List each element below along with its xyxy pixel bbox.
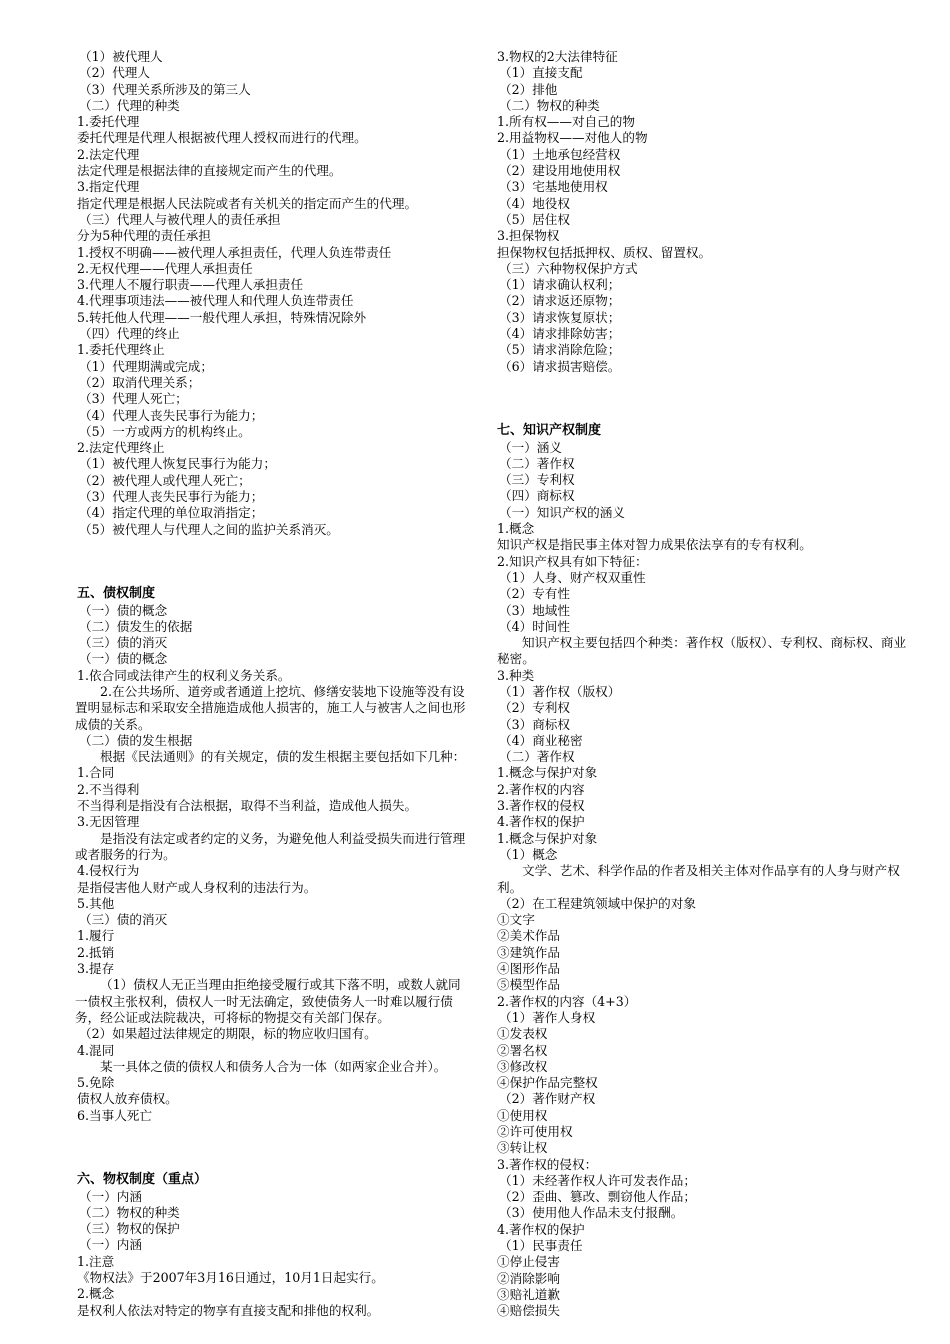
text-line: （4）地役权 bbox=[499, 195, 570, 211]
text-line: ①停止侵害 bbox=[497, 1254, 560, 1270]
text-line: （2）如果超过法律规定的期限，标的物应收归国有。 bbox=[79, 1026, 377, 1042]
text-line: （三）物权的保护 bbox=[79, 1221, 180, 1237]
text-line: ②署名权 bbox=[497, 1042, 548, 1058]
text-line: 某一具体之债的债权人和债务人合为一体（如两家企业合并）。 bbox=[100, 1058, 447, 1074]
text-line: （二）物权的种类 bbox=[79, 1204, 180, 1220]
text-line: 1.依合同或法律产生的权利义务关系。 bbox=[77, 667, 291, 683]
text-line: （一）内涵 bbox=[79, 1237, 142, 1253]
text-line: 3.提存 bbox=[77, 961, 115, 977]
text-line: 4.代理事项违法——被代理人和代理人负连带责任 bbox=[77, 293, 354, 309]
text-line: ④图形作品 bbox=[497, 961, 560, 977]
text-line: （5）居住权 bbox=[499, 211, 570, 227]
text-line: 5.免除 bbox=[77, 1075, 115, 1091]
text-line: 根据《民法通则》的有关规定，债的发生根据主要包括如下几种： bbox=[100, 749, 466, 765]
text-line: （三）代理人与被代理人的责任承担 bbox=[79, 211, 281, 227]
text-line: ③赔礼道歉 bbox=[497, 1286, 560, 1302]
text-line: 4.著作权的保护 bbox=[497, 814, 585, 830]
text-line: 知识产权主要包括四个种类：著作权（版权）、专利权、商标权、商业秘密。 bbox=[497, 635, 907, 667]
text-line: ④保护作品完整权 bbox=[497, 1075, 598, 1091]
text-line: （三）六种物权保护方式 bbox=[499, 260, 638, 276]
text-line: 4.著作权的保护 bbox=[497, 1221, 585, 1237]
text-line: 2.著作权的内容 bbox=[497, 781, 585, 797]
text-line: 2.知识产权具有如下特征： bbox=[497, 553, 648, 569]
text-line: （3）宅基地使用权 bbox=[499, 179, 608, 195]
text-line: ②美术作品 bbox=[497, 928, 560, 944]
text-line: ②许可使用权 bbox=[497, 1124, 573, 1139]
section-heading: 六、物权制度（重点） bbox=[77, 1172, 208, 1188]
text-line: 3.种类 bbox=[497, 667, 535, 683]
text-line: （1）概念 bbox=[499, 846, 558, 862]
text-line: （2）歪曲、篡改、剽窃他人作品； bbox=[499, 1189, 696, 1205]
text-line: （1）著作权（版权） bbox=[499, 683, 621, 699]
text-line: 3.著作权的侵权： bbox=[497, 1156, 598, 1172]
text-line: （3）代理关系所涉及的第三人 bbox=[79, 81, 251, 97]
text-line: 2.法定代理终止 bbox=[77, 440, 165, 456]
text-line: （2）请求返还原物； bbox=[499, 293, 621, 309]
text-line: 3.著作权的侵权 bbox=[497, 798, 585, 814]
text-line: ③建筑作品 bbox=[497, 944, 560, 960]
text-line: 指定代理是根据人民法院或者有关机关的指定而产生的代理。 bbox=[77, 195, 418, 211]
text-line: 2.不当得利 bbox=[77, 781, 140, 797]
text-line: （3）代理人死亡； bbox=[79, 391, 188, 407]
text-line: 1.注意 bbox=[77, 1253, 115, 1269]
text-line: （3）代理人丧失民事行为能力； bbox=[79, 489, 264, 505]
text-line: （3）商标权 bbox=[499, 716, 570, 732]
text-line: 是权利人依法对特定的物享有直接支配和排他的权利。 bbox=[77, 1302, 380, 1318]
text-line: （四）商标权 bbox=[499, 488, 575, 504]
text-line: （1）人身、财产权双重性 bbox=[499, 569, 646, 585]
text-line: （2）专有性 bbox=[499, 586, 570, 602]
text-line: ④赔偿损失 bbox=[497, 1303, 560, 1319]
text-line: （2）取消代理关系； bbox=[79, 374, 201, 390]
text-line: 3.无因管理 bbox=[77, 814, 140, 830]
text-line: 2.抵销 bbox=[77, 944, 115, 960]
text-line: （4）请求排除妨害； bbox=[499, 326, 621, 342]
text-line: （1）著作人身权 bbox=[499, 1009, 596, 1025]
section-heading: 七、知识产权制度 bbox=[497, 423, 602, 439]
text-line: （三）债的消灭 bbox=[79, 912, 168, 928]
text-line: （4）商业秘密 bbox=[499, 732, 583, 748]
text-line: 债权人放弃债权。 bbox=[77, 1091, 178, 1107]
text-line: ②消除影响 bbox=[497, 1270, 560, 1286]
text-line: 法定代理是根据法律的直接规定而产生的代理。 bbox=[77, 163, 342, 179]
text-line: （一）债的概念 bbox=[79, 651, 168, 667]
text-line: 5.其他 bbox=[77, 895, 115, 911]
text-line: 6.当事人死亡 bbox=[77, 1107, 152, 1123]
text-line: （5）一方或两方的机构终止。 bbox=[79, 423, 251, 439]
text-line: （二）著作权 bbox=[499, 749, 575, 765]
left-column bbox=[77, 49, 467, 1319]
text-line: （4）时间性 bbox=[499, 618, 570, 634]
text-line: 4.混同 bbox=[77, 1042, 115, 1058]
text-line: （2）被代理人或代理人死亡； bbox=[79, 472, 251, 488]
text-line: （一）知识产权的涵义 bbox=[499, 504, 625, 520]
text-line: （2）在工程建筑领域中保护的对象 bbox=[499, 895, 696, 911]
text-line: 1.合同 bbox=[77, 765, 115, 781]
text-line: 3.物权的2大法律特征 bbox=[497, 49, 618, 64]
text-line: 《物权法》于2007年3月16日通过，10月1日起实行。 bbox=[77, 1270, 384, 1286]
text-line: 1.概念 bbox=[497, 521, 535, 537]
text-line: 知识产权是指民事主体对智力成果依法享有的专有权利。 bbox=[497, 537, 812, 553]
text-line: （三）专利权 bbox=[499, 472, 575, 488]
text-line: 是指侵害他人财产或人身权利的违法行为。 bbox=[77, 879, 317, 895]
text-line: （4）代理人丧失民事行为能力； bbox=[79, 407, 264, 423]
text-line: ⑤模型作品 bbox=[497, 977, 560, 993]
text-line: 1.概念与保护对象 bbox=[497, 765, 598, 781]
text-line: （1）代理期满或完成； bbox=[79, 358, 213, 374]
text-line: 1.履行 bbox=[77, 928, 115, 944]
text-line: 2.在公共场所、道旁或者通道上挖坑、修缮安装地下设施等没有设置明显标志和采取安全措施造成他人损害的，施工人与被害人之间也形成债的关系。 bbox=[75, 683, 466, 732]
text-line: （1）直接支配 bbox=[499, 65, 583, 81]
text-line: 1.授权不明确——被代理人承担责任，代理人负连带责任 bbox=[77, 244, 392, 260]
text-line: 1.所有权——对自己的物 bbox=[497, 114, 635, 130]
text-line: （5）被代理人与代理人之间的监护关系消灭。 bbox=[79, 521, 339, 537]
text-line: （3）使用他人作品未支付报酬。 bbox=[499, 1205, 684, 1221]
text-line: （一）涵义 bbox=[499, 439, 562, 455]
text-line: （3）地域性 bbox=[499, 602, 570, 618]
text-line: 担保物权包括抵押权、质权、留置权。 bbox=[497, 244, 712, 260]
text-line: （2）著作财产权 bbox=[499, 1091, 596, 1107]
text-line: 分为5种代理的责任承担 bbox=[77, 228, 211, 244]
text-line: （1）被代理人 bbox=[79, 49, 163, 64]
text-line: （二）债的发生根据 bbox=[79, 732, 193, 748]
text-line: 不当得利是指没有合法根据，取得不当利益，造成他人损失。 bbox=[77, 798, 418, 814]
text-line: （三）债的消灭 bbox=[79, 635, 168, 651]
text-line: 2.概念 bbox=[77, 1286, 115, 1302]
text-line: 3.代理人不履行职责——代理人承担责任 bbox=[77, 277, 304, 293]
text-line: （二）物权的种类 bbox=[499, 97, 600, 113]
text-line: 3.指定代理 bbox=[77, 179, 140, 195]
text-line: 4.侵权行为 bbox=[77, 863, 140, 879]
text-line: ③修改权 bbox=[497, 1058, 548, 1074]
text-line: （四）代理的终止 bbox=[79, 326, 180, 342]
section-heading: 五、债权制度 bbox=[77, 586, 156, 602]
text-line: （4）指定代理的单位取消指定； bbox=[79, 505, 264, 521]
text-line: 文学、艺术、科学作品的作者及相关主体对作品享有的人身与财产权利。 bbox=[497, 863, 900, 895]
text-line: ③转让权 bbox=[497, 1140, 548, 1156]
text-line: 2.用益物权——对他人的物 bbox=[497, 130, 648, 146]
text-line: （2）建设用地使用权 bbox=[499, 163, 621, 179]
text-line: （6）请求损害赔偿。 bbox=[499, 358, 621, 374]
text-line: ①文字 bbox=[497, 912, 535, 928]
text-line: （一）内涵 bbox=[79, 1188, 142, 1204]
spacer bbox=[77, 1140, 467, 1156]
text-line: 2.著作权的内容（4+3） bbox=[497, 993, 637, 1009]
text-line: 2.法定代理 bbox=[77, 146, 140, 162]
text-line: （5）请求消除危险； bbox=[499, 342, 621, 358]
text-line: 是指没有法定或者约定的义务，为避免他人利益受损失而进行管理或者服务的行为。 bbox=[75, 830, 466, 862]
text-line: 5.转托他人代理——一般代理人承担，特殊情况除外 bbox=[77, 309, 367, 325]
text-line: 1.委托代理终止 bbox=[77, 342, 165, 358]
text-line: （2）代理人 bbox=[79, 65, 150, 81]
text-line: （1）未经著作权人许可发表作品； bbox=[499, 1172, 696, 1188]
spacer bbox=[497, 391, 917, 407]
text-line: 1.委托代理 bbox=[77, 114, 140, 130]
text-line: （1）债权人无正当理由拒绝接受履行或其下落不明，或数人就同一债权主张权利，债权人一时无法确定，致使债务人一时难以履行债务，经公证或法院裁决，可将标的物提交有关部门保存。 bbox=[75, 977, 461, 1025]
text-line: （1）土地承包经营权 bbox=[499, 146, 621, 162]
text-line: （二）债发生的依据 bbox=[79, 618, 193, 634]
text-line: 1.概念与保护对象 bbox=[497, 830, 598, 846]
text-line: ①发表权 bbox=[497, 1026, 548, 1042]
text-line: （1）民事责任 bbox=[499, 1238, 583, 1254]
text-line: （3）请求恢复原状； bbox=[499, 309, 621, 325]
text-line: （二）著作权 bbox=[499, 455, 575, 471]
text-line: （1）请求确认权利； bbox=[499, 277, 621, 293]
text-line: （2）排他 bbox=[499, 81, 558, 97]
text-line: ①使用权 bbox=[497, 1107, 548, 1123]
text-line: 委托代理是代理人根据被代理人授权而进行的代理。 bbox=[77, 130, 367, 146]
text-line: （一）债的概念 bbox=[79, 602, 168, 618]
text-line: 2.无权代理——代理人承担责任 bbox=[77, 260, 253, 276]
text-line: （二）代理的种类 bbox=[79, 97, 180, 113]
text-line: （2）专利权 bbox=[499, 700, 570, 716]
right-column bbox=[497, 49, 917, 1320]
text-line: 3.担保物权 bbox=[497, 228, 560, 244]
text-line: （1）被代理人恢复民事行为能力； bbox=[79, 456, 276, 472]
spacer bbox=[77, 554, 467, 570]
